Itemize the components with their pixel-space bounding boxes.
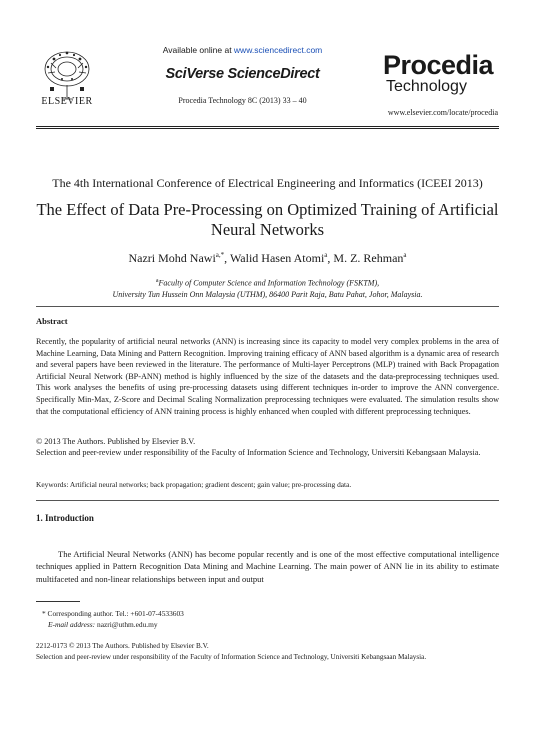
article-title: The Effect of Data Pre-Processing on Optimized Training of Artificial Neural Networks: [36, 200, 499, 239]
author-separator: ,: [327, 251, 334, 265]
author-separator: ,: [224, 251, 230, 265]
author-email[interactable]: nazri@uthm.edu.my: [95, 619, 158, 629]
author-name: Walid Hasen Atomi: [229, 251, 325, 265]
issn-line: 2212-0173 © 2013 The Authors. Published by Elsevier B.V.: [36, 642, 209, 650]
journal-brand-technology: Technology: [386, 78, 467, 95]
footnote: [36, 609, 499, 630]
affiliation-mark: a: [155, 278, 159, 284]
abstract-bottom-rule: [36, 500, 499, 501]
footnote-rule: [36, 601, 80, 602]
author-affiliation-mark: a: [403, 251, 407, 259]
abstract-heading: Abstract: [36, 316, 68, 326]
page-footer: [36, 641, 499, 663]
header-rule-double: [36, 128, 499, 129]
peer-review-line: Selection and peer-review under responsibility of the Faculty of Information Science and Technology, Universiti Kebangsaan Malaysia.: [36, 448, 481, 458]
affiliation-line-1: $^a$Faculty of Computer Science and Information Technology (FSKTM),: [155, 278, 380, 288]
author-name: Nazri Mohd Nawi: [128, 251, 216, 265]
abstract-top-rule: [36, 306, 499, 307]
introduction-paragraph: The Artificial Neural Networks (ANN) has become popular recently and is one of the most effective computational intelligence techniques applied in Pattern Recognition Data Mining and Machine Learning. The main power of ANN lie in its ability to estimate multifaceted and non-linear relationships between input and output: [36, 549, 499, 584]
journal-reference: Procedia Technology 8C (2013) 33 – 40: [178, 96, 307, 105]
author-name: M. Z. Rehman: [333, 251, 404, 265]
affiliation: [36, 276, 499, 300]
author-email-line: [42, 620, 499, 631]
journal-url[interactable]: www.elsevier.com/locate/procedia: [387, 108, 498, 117]
copyright-line: © 2013 The Authors. Published by Elsevier B.V.: [36, 437, 196, 446]
journal-brand-procedia: Procedia: [383, 50, 494, 80]
corresponding-author: * Corresponding author. Tel.: +601-07-4533603: [42, 609, 184, 618]
availability-line: [150, 45, 335, 55]
email-label: E-mail address:: [48, 619, 96, 629]
footer-peer-review: Selection and peer-review under responsibility of the Faculty of Information Science and Technology, Universiti Kebangsaan Malaysia.: [36, 653, 427, 661]
sciencedirect-link[interactable]: www.sciencedirect.com: [233, 45, 323, 55]
copyright-block: [36, 436, 499, 459]
publisher-name: ELSEVIER: [41, 96, 93, 107]
section-heading-introduction: 1. Introduction: [36, 513, 94, 523]
conference-name: The 4th International Conference of Electrical Engineering and Informatics (ICEEI 2013): [52, 176, 483, 190]
platform-logo-text: SciVerse ScienceDirect: [165, 66, 320, 82]
header-rule: [36, 126, 499, 127]
author-affiliation-mark: a: [324, 251, 328, 259]
abstract-text: Recently, the popularity of artificial neural networks (ANN) is increasing since its capacity to model very complex problems in the area of Machine Learning, Data Mining and Pattern Recognition. Improving training efficacy of ANN based algorithm is a dynamic area of research and several papers have been reviewed in the literature. The performance of Multi-layer Perceptrons (MLP) trained with Back Propagation Artificial Neural Network (BP-ANN) method is highly influenced by the size of the datasets and the data-preprocessing techniques used. This work analyses the benefits of using pre-processing datasets using different techniques in-order to improve the ANN convergence. Specifically Min-Max, Z-Score and Decimal Scaling Normalization preprocessing techniques were evaluated. The simulation results show that the computational efficiency of ANN training process is highly enhanced when coupled with different preprocessing techniques.: [36, 337, 499, 416]
author-affiliation-mark: a,*: [215, 251, 225, 259]
affiliation-line-2: University Tun Hussein Onn Malaysia (UTHM), 86400 Parit Raja, Batu Pahat, Johor, Malaysia.: [112, 289, 423, 299]
keywords: Keywords: Artificial neural networks; back propagation; gradient descent; gain value; pre-processing data.: [36, 480, 352, 489]
author-list: [36, 251, 499, 266]
availability-prefix: Available online at: [162, 45, 234, 55]
